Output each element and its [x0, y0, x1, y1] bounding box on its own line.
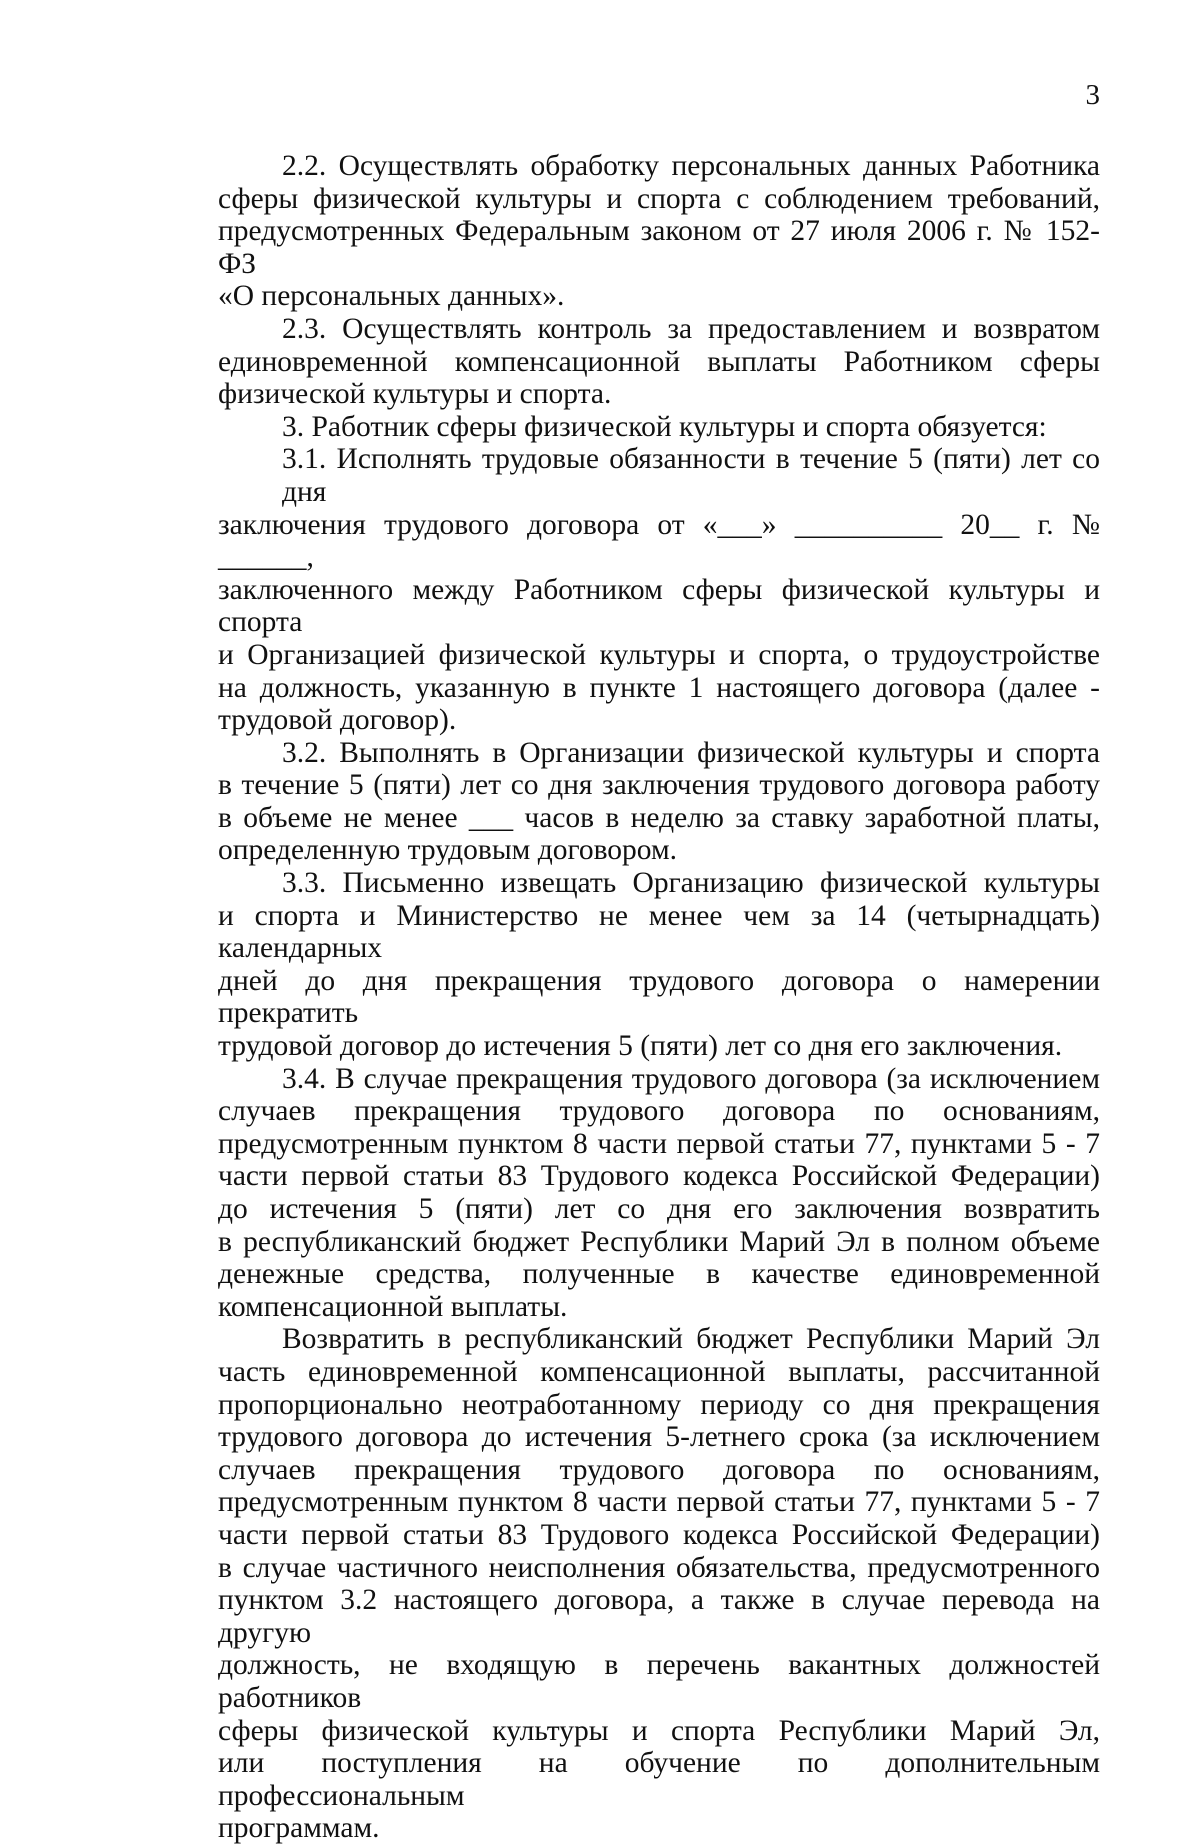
text-line: единовременной компенсационной выплаты Работником сферы: [218, 345, 1100, 378]
text-line: 3.3. Письменно извещать Организацию физической культуры: [282, 867, 1100, 900]
text-line: в объеме не менее ___ часов в неделю за ставку заработной платы,: [218, 801, 1100, 834]
text-line: в случае частичного неисполнения обязательства, предусмотренного: [218, 1551, 1100, 1584]
text-line: или поступления на обучение по дополнительным профессиональным: [218, 1747, 1100, 1812]
text-line: сферы физической культуры и спорта с соблюдением требований,: [218, 182, 1100, 215]
paragraph-3-3: [218, 867, 1100, 1063]
text-line: предусмотренным пунктом 8 части первой статьи 77, пунктами 5 - 7: [218, 1486, 1100, 1519]
text-line: Возвратить в республиканский бюджет Республики Марий Эл: [282, 1323, 1100, 1356]
text-line: физической культуры и спорта.: [218, 378, 612, 411]
text-line: 3.1. Исполнять трудовые обязанности в течение 5 (пяти) лет со дня: [282, 443, 1100, 508]
text-line: должность, не входящую в перечень вакантных должностей работников: [218, 1649, 1100, 1714]
text-line: предусмотренным пунктом 8 части первой статьи 77, пунктами 5 - 7: [218, 1127, 1100, 1160]
text-line: части первой статьи 83 Трудового кодекса Российской Федерации): [218, 1518, 1100, 1551]
text-line: определенную трудовым договором.: [218, 834, 678, 867]
text-line: заключения трудового договора от «___» __________ 20__ г. № ______,: [218, 508, 1100, 574]
text-line: 3.2. Выполнять в Организации физической культуры и спорта: [282, 736, 1100, 769]
text-line: компенсационной выплаты.: [218, 1290, 568, 1323]
paragraph-2-3: [218, 313, 1100, 411]
paragraph-return-clause: [218, 1323, 1100, 1845]
paragraph-3-2: [218, 737, 1100, 867]
page-number: 3: [1085, 79, 1100, 111]
text-line: в течение 5 (пяти) лет со дня заключения трудового договора работу: [218, 769, 1100, 802]
text-line: сферы физической культуры и спорта Республики Марий Эл,: [218, 1714, 1100, 1747]
text-line: в республиканский бюджет Республики Марий Эл в полном объеме: [218, 1225, 1100, 1258]
text-line: 3.4. В случае прекращения трудового договора (за исключением: [282, 1062, 1100, 1095]
text-line: часть единовременной компенсационной выплаты, рассчитанной: [218, 1355, 1100, 1388]
paragraph-3-1: [218, 443, 1100, 736]
text-line: на должность, указанную в пункте 1 настоящего договора (далее -: [218, 671, 1100, 704]
text-line: пунктом 3.2 настоящего договора, а также в случае перевода на другую: [218, 1584, 1100, 1649]
paragraph-3: [218, 411, 1100, 444]
text-line: 3. Работник сферы физической культуры и спорта обязуется:: [282, 410, 1047, 443]
text-line: и спорта и Министерство не менее чем за 14 (четырнадцать) календарных: [218, 899, 1100, 965]
text-line: трудовой договор).: [218, 704, 457, 737]
text-line: части первой статьи 83 Трудового кодекса Российской Федерации): [218, 1160, 1100, 1193]
text-line: случаев прекращения трудового договора по основаниям,: [218, 1453, 1100, 1486]
paragraph-2-2: [218, 150, 1100, 313]
text-line: денежные средства, полученные в качестве единовременной: [218, 1258, 1100, 1291]
text-line: трудового договора до истечения 5-летнего срока (за исключением: [218, 1421, 1100, 1454]
text-line: «О персональных данных».: [218, 280, 565, 313]
text-line: 2.2. Осуществлять обработку персональных данных Работника: [282, 150, 1100, 182]
paragraph-3-4: [218, 1063, 1100, 1324]
text-line: заключенного между Работником сферы физической культуры и спорта: [218, 573, 1100, 639]
text-line: дней до дня прекращения трудового договора о намерении прекратить: [218, 964, 1100, 1030]
text-line: трудовой договор до истечения 5 (пяти) лет со дня его заключения.: [218, 1030, 1063, 1063]
text-line: случаев прекращения трудового договора по основаниям,: [218, 1095, 1100, 1128]
document-body: [218, 150, 1100, 1845]
text-line: программам.: [218, 1812, 380, 1845]
text-line: пропорционально неотработанному периоду со дня прекращения: [218, 1388, 1100, 1421]
text-line: предусмотренных Федеральным законом от 27 июля 2006 г. № 152-ФЗ: [218, 215, 1100, 280]
text-line: и Организацией физической культуры и спорта, о трудоустройстве: [218, 638, 1100, 671]
text-line: 2.3. Осуществлять контроль за предоставлением и возвратом: [282, 312, 1100, 345]
text-line: до истечения 5 (пяти) лет со дня его заключения возвратить: [218, 1193, 1100, 1225]
